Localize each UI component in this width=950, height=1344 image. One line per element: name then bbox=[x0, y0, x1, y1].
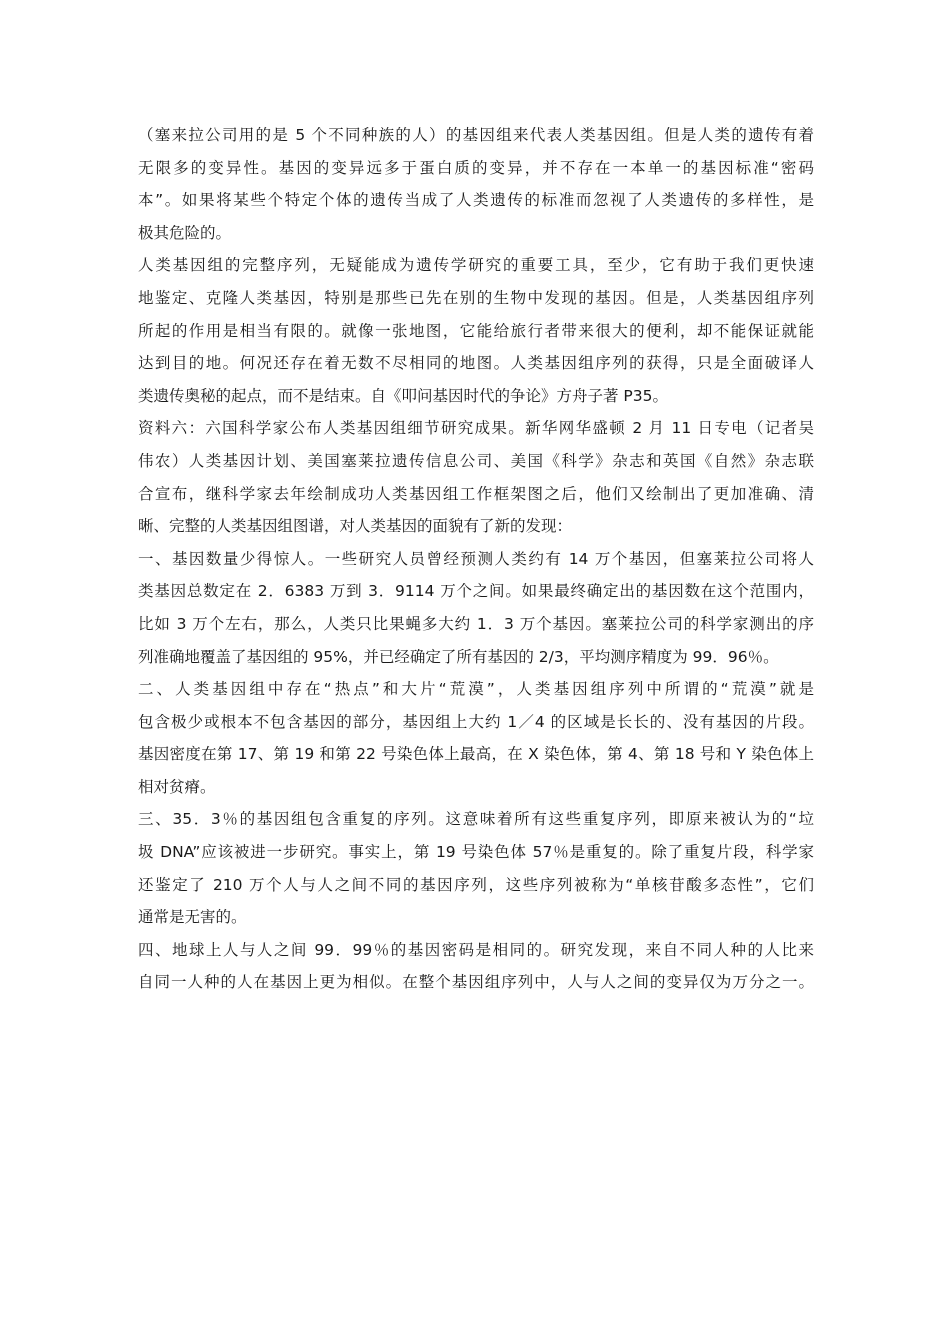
text-line: 一、基因数量少得惊人。一些研究人员曾经预测人类约有 14 万个基因，但塞莱拉公司将人 bbox=[138, 549, 814, 568]
paragraph-finding-two bbox=[138, 673, 814, 803]
text-line: 列准确地覆盖了基因组的 95%，并已经确定了所有基因的 2/3，平均测序精度为 99．96％。 bbox=[138, 647, 779, 666]
text-line: 合宣布，继科学家去年绘制成功人类基因组工作框架图之后，他们又绘制出了更加准确、清 bbox=[138, 484, 814, 503]
text-line: 基因密度在第 17、第 19 和第 22 号染色体上最高，在 X 染色体，第 4、第 18 号和 Y 染色体上 bbox=[138, 745, 814, 764]
paragraph-material-six bbox=[138, 412, 814, 542]
text-line: 极其危险的。 bbox=[138, 223, 232, 242]
text-line: 四、地球上人与人之间 99．99％的基因密码是相同的。研究发现，来自不同人种的人比来 bbox=[138, 940, 814, 959]
text-line: 所起的作用是相当有限的。就像一张地图，它能给旅行者带来很大的便利，却不能保证就能 bbox=[138, 321, 814, 340]
text-line: 相对贫瘠。 bbox=[138, 777, 216, 796]
text-line: 类遗传奥秘的起点，而不是结束。自《叩问基因时代的争论》方舟子著 P35。 bbox=[138, 386, 668, 405]
paragraph-finding-three bbox=[138, 803, 814, 933]
text-line: 三、35．3％的基因组包含重复的序列。这意味着所有这些重复序列，即原来被认为的“垃 bbox=[138, 810, 814, 829]
text-line: 二、人类基因组中存在“热点”和大片“荒漠”，人类基因组序列中所谓的“荒漠”就是 bbox=[138, 680, 814, 699]
text-line: 包含极少或根本不包含基因的部分，基因组上大约 1／4 的区域是长长的、没有基因的片段。 bbox=[138, 712, 814, 731]
paragraph-finding-four bbox=[138, 934, 814, 999]
paragraph-finding-one bbox=[138, 543, 814, 673]
text-line: 无限多的变异性。基因的变异远多于蛋白质的变异，并不存在一本单一的基因标准“密码 bbox=[138, 158, 814, 177]
paragraph-genome-variability bbox=[138, 119, 814, 249]
paragraph-genome-sequence-tool bbox=[138, 249, 814, 412]
text-line: 圾 DNA”应该被进一步研究。事实上，第 19 号染色体 57％是重复的。除了重复片段，科学家 bbox=[138, 843, 814, 862]
text-line: 人类基因组的完整序列，无疑能成为遗传学研究的重要工具，至少，它有助于我们更快速 bbox=[138, 256, 814, 275]
text-line: 资料六：六国科学家公布人类基因组细节研究成果。新华网华盛顿 2 月 11 日专电（记者吴 bbox=[138, 419, 814, 438]
text-line: 通常是无害的。 bbox=[138, 908, 247, 927]
text-line: 比如 3 万个左右，那么，人类只比果蝇多大约 1．3 万个基因。塞莱拉公司的科学家测出的序 bbox=[138, 614, 814, 633]
text-line: 类基因总数定在 2．6383 万到 3．9114 万个之间。如果最终确定出的基因数在这个范围内， bbox=[138, 582, 814, 601]
text-line: 自同一人种的人在基因上更为相似。在整个基因组序列中，人与人之间的变异仅为万分之一。 bbox=[138, 973, 814, 992]
text-line: 达到目的地。何况还存在着无数不尽相同的地图。人类基因组序列的获得，只是全面破译人 bbox=[138, 354, 814, 373]
document-body bbox=[138, 119, 814, 999]
text-line: （塞来拉公司用的是 5 个不同种族的人）的基因组来代表人类基因组。但是人类的遗传有着 bbox=[138, 126, 814, 144]
text-line: 晰、完整的人类基因组图谱，对人类基因的面貌有了新的发现： bbox=[138, 517, 573, 536]
text-line: 伟农）人类基因计划、美国塞莱拉遗传信息公司、美国《科学》杂志和英国《自然》杂志联 bbox=[138, 451, 814, 470]
text-line: 本”。如果将某些个特定个体的遗传当成了人类遗传的标准而忽视了人类遗传的多样性，是 bbox=[138, 191, 814, 210]
text-line: 还鉴定了 210 万个人与人之间不同的基因序列，这些序列被称为“单核苷酸多态性”，它们 bbox=[138, 875, 814, 894]
text-line: 地鉴定、克隆人类基因，特别是那些已先在别的生物中发现的基因。但是，人类基因组序列 bbox=[138, 288, 814, 307]
